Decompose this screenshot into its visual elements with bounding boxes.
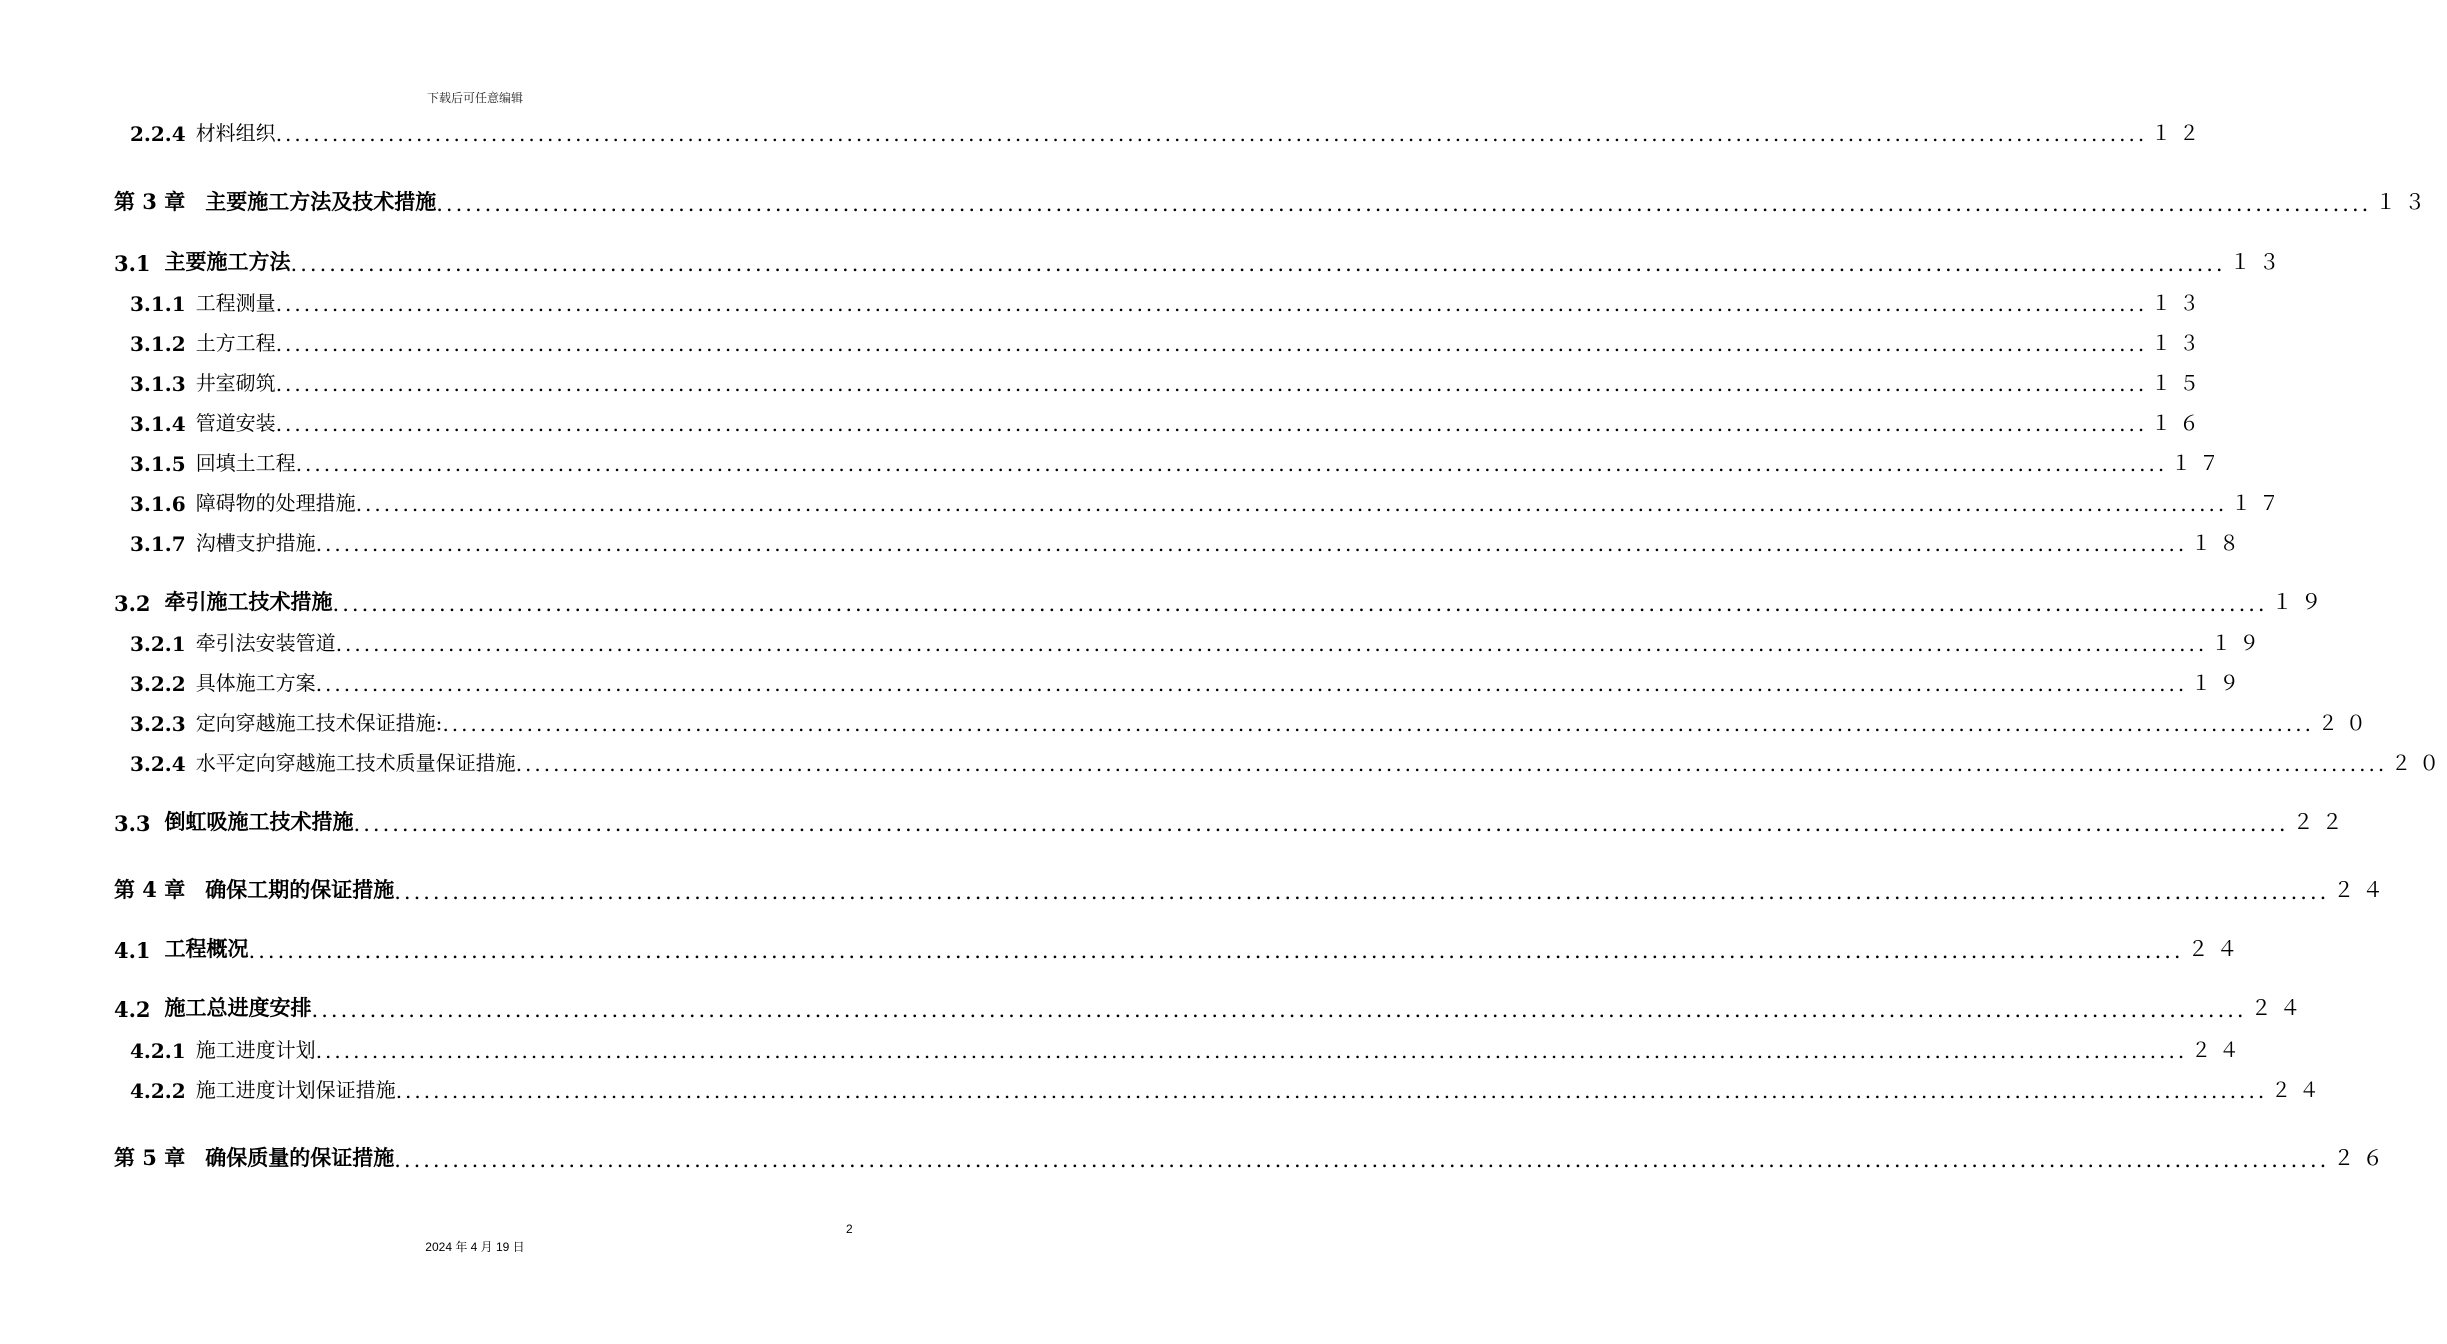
toc-page: １６ [2151, 411, 2208, 435]
toc-number: 4.2.1 [130, 1039, 186, 1063]
toc-number: 3.2.1 [130, 632, 186, 656]
toc-leader: ........................................................................................................................................................................................................ [332, 592, 2268, 616]
toc-leader: ........................................................................................................................................................................................................ [275, 122, 2148, 146]
toc-entry-2-2-4[interactable] [130, 116, 2208, 146]
toc-title: 障碍物的处理措施 [195, 491, 356, 515]
toc-entry-3-2-2[interactable] [130, 666, 2248, 696]
toc-page: ２０ [2317, 711, 2374, 735]
toc-title: 施工总进度安排 [164, 995, 312, 1020]
toc-leader: ........................................................................................................................................................................................................ [315, 1039, 2188, 1063]
toc-page: １８ [2191, 531, 2248, 555]
toc-title: 确保工期的保证措施 [205, 877, 395, 902]
toc-page: １７ [2231, 491, 2288, 515]
toc-leader: ........................................................................................................................................................................................................ [315, 532, 2188, 556]
toc-title: 工程测量 [195, 291, 276, 315]
toc-number: 3.2.3 [130, 712, 186, 736]
toc-number: 4.2.2 [130, 1079, 186, 1103]
toc-leader: ........................................................................................................................................................................................................ [395, 1079, 2268, 1103]
toc-entry-3-1-1[interactable] [130, 286, 2208, 316]
toc-title: 倒虹吸施工技术措施 [164, 809, 354, 834]
toc-entry-3-2-3[interactable] [130, 706, 2374, 736]
toc-entry-3-1-7[interactable] [130, 526, 2248, 556]
footer-date: 2024 年 4 月 19 日 [425, 1240, 525, 1254]
toc-title: 牵引施工技术措施 [164, 589, 333, 614]
toc-number: 第 3 章 [114, 189, 186, 214]
toc-leader: ........................................................................................................................................................................................................ [353, 812, 2289, 836]
toc-number: 3.3 [114, 811, 151, 836]
toc-page: １２ [2151, 121, 2208, 145]
toc-entry-3-2[interactable] [114, 586, 2330, 616]
toc-number: 第 4 章 [114, 877, 186, 902]
toc-title: 材料组织 [195, 121, 276, 145]
toc-title: 确保质量的保证措施 [205, 1145, 395, 1170]
toc-page: ２４ [2191, 1038, 2248, 1062]
toc-title: 沟槽支护措施 [195, 531, 316, 555]
toc-number: 4.1 [114, 938, 151, 963]
toc-page: ２２ [2292, 810, 2351, 834]
toc-number: 3.1.4 [130, 412, 186, 436]
toc-leader: ........................................................................................................................................................................................................ [290, 252, 2226, 276]
toc-leader: ........................................................................................................................................................................................................ [315, 672, 2188, 696]
toc-leader: ........................................................................................................................................................................................................ [355, 492, 2228, 516]
toc-title: 主要施工方法及技术措施 [205, 189, 437, 214]
toc-page: １３ [2229, 250, 2288, 274]
toc-leader: ........................................................................................................................................................................................................ [275, 412, 2148, 436]
toc-page: １９ [2191, 671, 2248, 695]
toc-number: 3.1.7 [130, 532, 186, 556]
toc-title: 回填土工程 [195, 451, 296, 475]
toc-leader: ........................................................................................................................................................................................................ [275, 332, 2148, 356]
toc-number: 3.1.5 [130, 452, 186, 476]
toc-title: 主要施工方法 [164, 249, 291, 274]
toc-entry-chapter-4[interactable] [114, 874, 2392, 904]
toc-leader: ........................................................................................................................................................................................................ [248, 939, 2184, 963]
toc-entry-4-1[interactable] [114, 933, 2246, 963]
toc-title: 井室砌筑 [195, 371, 276, 395]
toc-page: １３ [2151, 331, 2208, 355]
toc-entry-4-2[interactable] [114, 992, 2309, 1022]
page-number: 2 [846, 1222, 853, 1236]
toc-title: 施工进度计划保证措施 [195, 1078, 396, 1102]
toc-leader: ........................................................................................................................................................................................................ [515, 752, 2388, 776]
toc-entry-3-1[interactable] [114, 246, 2288, 276]
toc-page: ２４ [2187, 937, 2246, 961]
toc-number: 3.2.4 [130, 752, 186, 776]
toc-page: １３ [2375, 190, 2434, 214]
toc-leader: ........................................................................................................................................................................................................ [442, 712, 2314, 736]
toc-leader: ........................................................................................................................................................................................................ [311, 998, 2247, 1022]
toc-number: 3.1 [114, 251, 151, 276]
toc-leader: ........................................................................................................................................................................................................ [295, 452, 2168, 476]
toc-leader: ........................................................................................................................................................................................................ [394, 1148, 2330, 1172]
toc-entry-3-1-5[interactable] [130, 446, 2228, 476]
toc-number: 3.1.2 [130, 332, 186, 356]
toc-entry-3-2-4[interactable] [130, 746, 2447, 776]
toc-number: 3.2 [114, 591, 151, 616]
toc-entry-3-3[interactable] [114, 806, 2351, 836]
toc-leader: ........................................................................................................................................................................................................ [394, 880, 2330, 904]
toc-number: 3.1.3 [130, 372, 186, 396]
toc-number: 3.1.6 [130, 492, 186, 516]
toc-page: ２６ [2333, 1146, 2392, 1170]
toc-title: 牵引法安装管道 [195, 631, 336, 655]
toc-leader: ........................................................................................................................................................................................................ [436, 192, 2372, 216]
toc-entry-3-1-4[interactable] [130, 406, 2208, 436]
toc-number: 3.1.1 [130, 292, 186, 316]
toc-page: １７ [2171, 451, 2228, 475]
toc-entry-4-2-2[interactable] [130, 1073, 2328, 1103]
toc-title: 具体施工方案 [195, 671, 316, 695]
toc-title: 施工进度计划 [195, 1038, 316, 1062]
toc-page: １９ [2271, 590, 2330, 614]
toc-leader: ........................................................................................................................................................................................................ [275, 372, 2148, 396]
toc-page: １３ [2151, 291, 2208, 315]
toc-number: 2.2.4 [130, 122, 186, 146]
page-header: 下载后可任意编辑 [426, 91, 523, 105]
toc-page: ２４ [2250, 996, 2309, 1020]
toc-number: 4.2 [114, 997, 151, 1022]
toc-number: 3.2.2 [130, 672, 186, 696]
toc-entry-chapter-5[interactable] [114, 1142, 2392, 1172]
toc-title: 管道安装 [195, 411, 276, 435]
toc-title: 水平定向穿越施工技术质量保证措施 [195, 751, 516, 775]
toc-entry-3-1-6[interactable] [130, 486, 2288, 516]
toc-leader: ........................................................................................................................................................................................................ [335, 632, 2208, 656]
toc-page: ２４ [2333, 878, 2392, 902]
toc-page: ２０ [2391, 751, 2447, 775]
toc-title: 工程概况 [164, 936, 249, 961]
toc-entry-3-1-3[interactable] [130, 366, 2208, 396]
toc-title: 定向穿越施工技术保证措施: [195, 711, 443, 735]
toc-entry-chapter-3[interactable] [114, 186, 2434, 216]
toc-entry-4-2-1[interactable] [130, 1033, 2248, 1063]
toc-entry-3-1-2[interactable] [130, 326, 2208, 356]
toc-page: １９ [2211, 631, 2268, 655]
toc-leader: ........................................................................................................................................................................................................ [275, 292, 2148, 316]
toc-entry-3-2-1[interactable] [130, 626, 2268, 656]
toc-title: 土方工程 [195, 331, 276, 355]
toc-number: 第 5 章 [114, 1145, 186, 1170]
toc-page: ２４ [2271, 1078, 2328, 1102]
toc-page: １５ [2151, 371, 2208, 395]
